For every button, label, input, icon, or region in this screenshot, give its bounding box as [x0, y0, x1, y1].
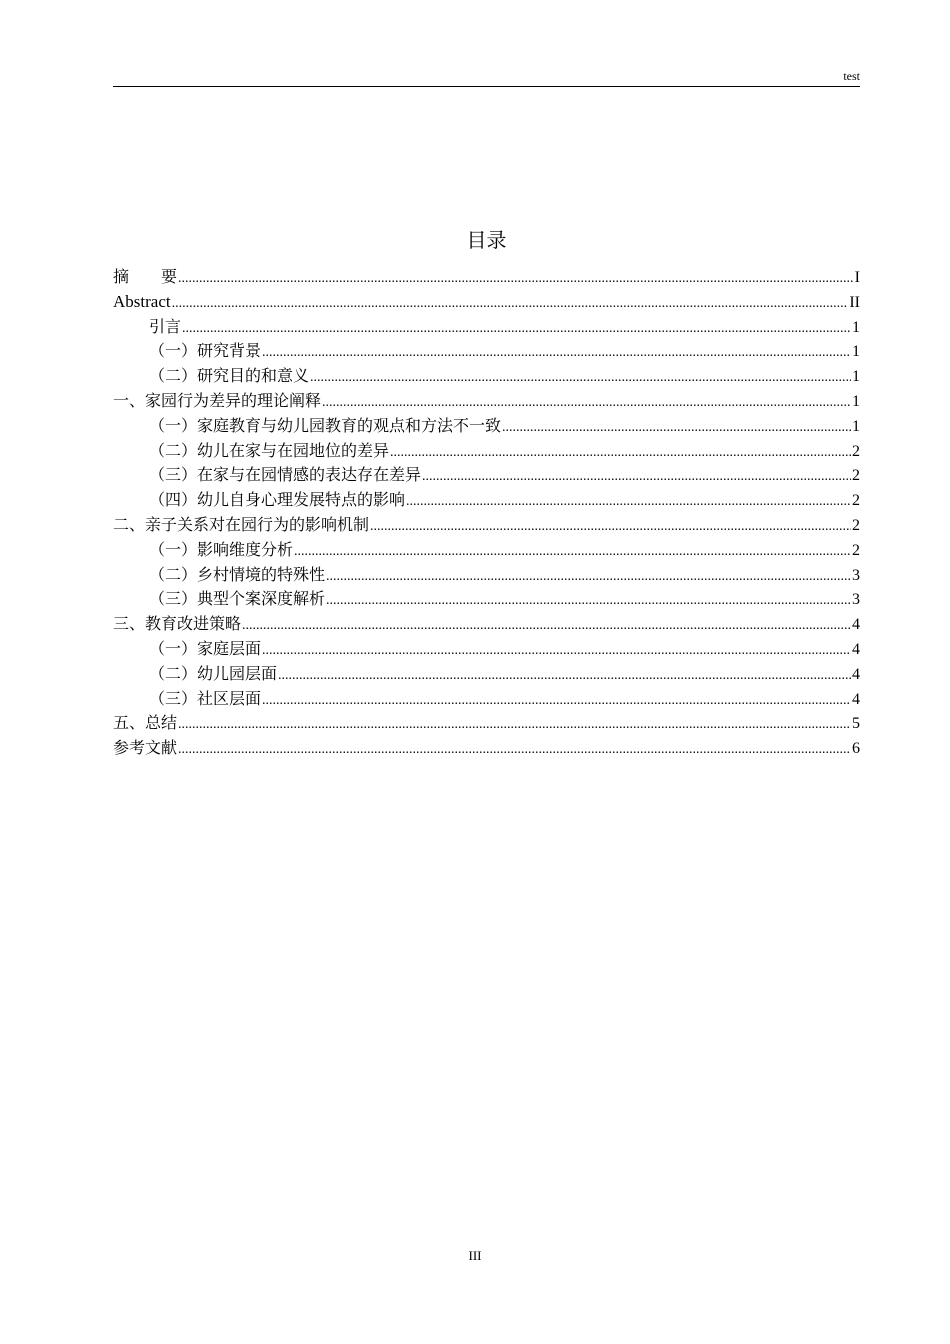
- toc-entry-page: 1: [852, 368, 860, 386]
- toc-entry[interactable]: [113, 736, 860, 761]
- toc-entry[interactable]: [113, 563, 860, 588]
- toc-entry-text: （二）乡村情境的特殊性: [149, 564, 326, 584]
- toc-entry-page: 1: [852, 417, 860, 435]
- toc-entry[interactable]: [113, 637, 860, 662]
- toc-entry-text: （四）幼儿自身心理发展特点的影响: [149, 490, 406, 510]
- toc-entry-text: （一）家庭教育与幼儿园教育的观点和方法不一致: [149, 415, 502, 435]
- toc-entry-text: 三、教育改进策略: [113, 614, 242, 634]
- toc-title: 目录: [466, 228, 507, 252]
- toc-entry-page: 3: [852, 566, 860, 584]
- toc-leader-dots: [262, 639, 851, 664]
- toc-leader-dots: [178, 713, 851, 738]
- toc-leader-dots: [326, 565, 851, 590]
- toc-entry-text: （三）典型个案深度解析: [149, 589, 326, 609]
- toc-entry-page: 2: [852, 492, 860, 510]
- toc-entry-page: I: [854, 269, 860, 286]
- toc-entry-page: 2: [852, 541, 860, 559]
- toc-entry-page: 2: [852, 442, 860, 460]
- page-header: [113, 68, 860, 87]
- toc-entry[interactable]: [113, 439, 860, 464]
- toc-entry-page: II: [849, 293, 860, 311]
- toc-entry[interactable]: [113, 339, 860, 364]
- toc-entry-text: （一）影响维度分析: [149, 539, 294, 559]
- toc-entry-text: （三）社区层面: [149, 688, 262, 708]
- toc-entry-text: （二）幼儿园层面: [149, 663, 278, 683]
- toc-entry-text: 一、家园行为差异的理论阐释: [113, 390, 322, 410]
- toc-entry[interactable]: [113, 290, 860, 315]
- toc-entry-text: （二）研究目的和意义: [149, 366, 310, 386]
- toc-entry[interactable]: [113, 265, 860, 290]
- toc-entry-text: Abstract: [113, 291, 171, 311]
- toc-entry-text: 引言: [149, 316, 182, 336]
- toc-entry-page: 6: [852, 740, 860, 758]
- toc-leader-dots: [242, 614, 851, 639]
- toc-entry-page: 4: [852, 616, 860, 634]
- toc-entry-text: 参考文献: [113, 738, 178, 758]
- toc-leader-dots: [326, 589, 851, 614]
- toc-leader-dots: [406, 490, 851, 515]
- toc-entry[interactable]: [113, 687, 860, 712]
- toc-entry[interactable]: [113, 488, 860, 513]
- toc-leader-dots: [262, 689, 851, 714]
- toc-entry[interactable]: [113, 711, 860, 736]
- table-of-contents: [113, 265, 860, 761]
- toc-entry-text: 摘 要: [113, 267, 178, 286]
- toc-entry-page: 4: [852, 690, 860, 708]
- toc-entry-text: 二、亲子关系对在园行为的影响机制: [113, 514, 370, 534]
- toc-entry-page: 2: [852, 516, 860, 534]
- toc-entry[interactable]: [113, 463, 860, 488]
- toc-entry[interactable]: [113, 414, 860, 439]
- toc-leader-dots: [182, 317, 851, 342]
- toc-entry[interactable]: [113, 513, 860, 538]
- toc-entry-page: 1: [852, 392, 860, 410]
- toc-entry-text: 五、总结: [113, 713, 178, 733]
- toc-leader-dots: [310, 366, 851, 391]
- toc-entry[interactable]: [113, 662, 860, 687]
- toc-leader-dots: [278, 664, 851, 689]
- toc-entry-page: 4: [852, 665, 860, 683]
- toc-entry-page: 2: [852, 467, 860, 485]
- toc-leader-dots: [262, 341, 851, 366]
- toc-entry[interactable]: [113, 315, 860, 340]
- toc-entry-page: 1: [852, 343, 860, 361]
- page-number: III: [468, 1248, 482, 1263]
- toc-entry[interactable]: [113, 389, 860, 414]
- toc-entry-text: （二）幼儿在家与在园地位的差异: [149, 440, 390, 460]
- toc-entry-page: 5: [852, 715, 860, 733]
- toc-entry[interactable]: [113, 612, 860, 637]
- toc-leader-dots: [294, 540, 851, 565]
- toc-leader-dots: [390, 441, 851, 466]
- toc-entry-text: （一）研究背景: [149, 341, 262, 361]
- toc-leader-dots: [422, 465, 851, 490]
- toc-leader-dots: [178, 267, 854, 292]
- toc-entry-text: （三）在家与在园情感的表达存在差异: [149, 465, 422, 485]
- toc-leader-dots: [178, 738, 851, 763]
- toc-entry[interactable]: [113, 538, 860, 563]
- toc-leader-dots: [322, 391, 851, 416]
- header-text: test: [843, 69, 860, 83]
- toc-entry[interactable]: [113, 364, 860, 389]
- toc-entry-page: 4: [852, 640, 860, 658]
- toc-leader-dots: [502, 416, 851, 441]
- toc-leader-dots: [370, 515, 851, 540]
- toc-entry-page: 1: [852, 318, 860, 336]
- toc-entry-text: （一）家庭层面: [149, 638, 262, 658]
- toc-leader-dots: [172, 292, 849, 317]
- toc-entry[interactable]: [113, 587, 860, 612]
- toc-entry-page: 3: [852, 591, 860, 609]
